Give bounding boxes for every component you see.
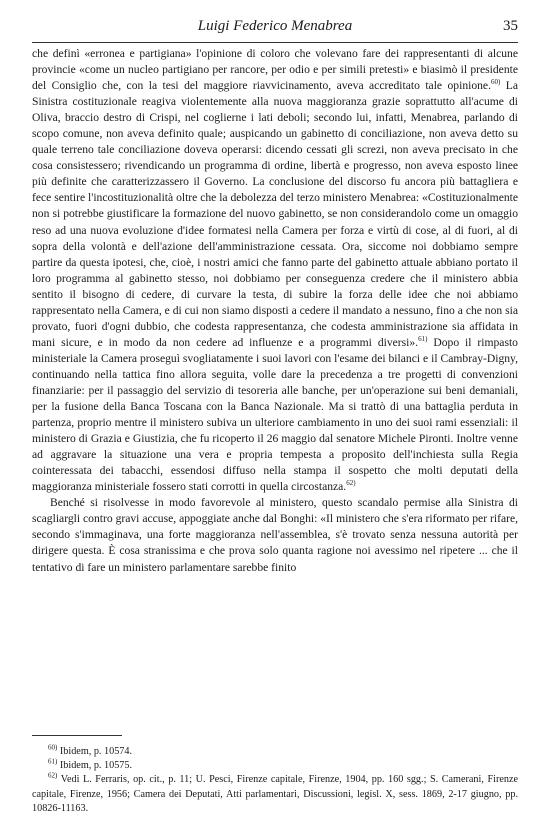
footnote-60 bbox=[32, 745, 518, 759]
paragraph-2: Benché si risolvesse in modo favorevole al ministero, questo scandalo permise alla Sinistra di scagliargli contro gravi accuse, appoggiate anche dal Bonghi: «Il ministero che s'era riformato per rifare, secondo s'immaginava, una forte maggioranza nell'assemblea, s'è trovato senza nessuna autorità per dirigere questa. È cosa stranissima e che prova solo quanta ragione noi avessimo nel ripetere ... che il tentativo di fare un ministero parlamentare sarebbe finito bbox=[32, 496, 518, 574]
footnote-text: Vedi L. Ferraris, op. cit., p. 11; U. Pesci, Firenze capitale, Firenze, 1904, pp. 160 sgg.; S. Camerani, Firenze capitale, Firenze, 1956; Camera dei Deputati, Atti parlamentari, Discussioni, legisl. X, sess. 1869, 2-17 giugno, pp. 10826-11163. bbox=[32, 774, 518, 814]
body-text bbox=[32, 46, 518, 576]
paragraph-1-text-a: che definì «erronea e partigiana» l'opinione di coloro che volevano fare dei rappresentanti di alcune provincie «come un nucleo partigiano per rancore, per odio e per simili pretesti» e biasimò il presidente del Consiglio che, con la tesi del maggiore riavvicinamento, aveva accreditato tale opinione. bbox=[32, 47, 518, 93]
running-title: Luigi Federico Menabrea bbox=[197, 18, 353, 34]
footnote-number: 62) bbox=[48, 772, 58, 781]
footnote-ref-61: 61) bbox=[418, 334, 428, 343]
paragraph-1-text-b: La Sinistra costituzionale reagiva violentemente alla nuova maggioranza grazie soprattutto all'acume di Oliva, braccio destro di Crispi, nel coglierne i lati deboli; secondo lui, infatti, Menabrea, parlando di scopo comune, non aveva definito quale; auspicando un gabinetto di conciliazione, non aveva detto su quale terreno tale conciliazione doveva operarsi: dicendo cessati gli screzi, non aveva precisato in che cosa consistessero; rivendicando un programma di ordine, libertà e progresso, non aveva esposto linee più definite che caratterizzassero il Governo. La conclusione del discorso fu ancora più battagliera e fece sentire l'incostituzionalità oltre che la debolezza del terzo ministero Menabrea: «Costituzionalmente non si potrebbe giustificare la formazione del nuovo gabinetto, se non considerandolo come un omaggio reso ad una nuova evoluzione d'idee formatesi nella Camera per forza e virtù di cose, al di fuori, al di sopra della volontà e dell'azione dell'amministrazione cessata. Ora, siccome noi dobbiamo sempre partire da questa ipotesi, che, cioè, i nostri amici che fanno parte del gabinetto attuale abbiano portato il loro programma al gabinetto stesso, noi dobbiamo per conseguenza credere che il ministero abbia sentito il bisogno di cedere, di curvare la testa, di subire la forza delle idee che noi abbiamo rappresentato nella Camera, e di cui non siamo disposti a cedere il mandato a nessuno, fino a che non sia provato, fuori d'ogni dubbio, che codesta rappresentanza, che codesta amministrazione sia affidata in mani sicure, e in modo da non cedere ad influenze e a programmi diversi». bbox=[32, 79, 518, 349]
page-number: 35 bbox=[503, 18, 518, 34]
footnote-ref-62: 62) bbox=[346, 479, 356, 488]
footnote-number: 60) bbox=[48, 743, 58, 752]
footnote-62 bbox=[32, 773, 518, 816]
paragraph-1-text-c: Dopo il rimpasto ministeriale la Camera proseguì svogliatamente i suoi lavori con l'esame dei bilanci e il Cambray-Digny, continuando nella tattica fino allora seguita, volle dare la precedenza a tre progetti di convenzioni finanziarie: per il passaggio del servizio di tesoreria alle banche, per un'operazione sui beni demaniali, per la fusione della Banca Toscana con la Banca Nazionale. Ma si trattò di una battaglia perduta in partenza, proprio mentre il ministero subiva un ulteriore cambiamento in uno dei suoi rami essenziali: il ministero di Grazia e Giustizia, che fu ricoperto il 26 maggio dal senatore Michele Pironti. Inoltre venne ad aggravare la situazione una vera e propria tempesta a proposito dell'inchiesta sulla Regia cointeressata dei tabacchi, essendosi diffuso nella stampa il sospetto che molti deputati della maggioranza ministeriale fossero stati corrotti in quella circostanza. bbox=[32, 335, 518, 494]
footnotes bbox=[32, 745, 518, 816]
header-rule bbox=[32, 42, 518, 43]
footnote-61 bbox=[32, 759, 518, 773]
footnote-ref-60: 60) bbox=[490, 78, 501, 87]
footnote-number: 61) bbox=[48, 757, 58, 766]
footnote-text: Ibidem, p. 10575. bbox=[59, 760, 133, 772]
footnote-text: Ibidem, p. 10574. bbox=[59, 746, 133, 757]
page-header bbox=[32, 18, 518, 40]
paragraph-1 bbox=[32, 46, 518, 495]
footnote-rule bbox=[32, 735, 122, 736]
